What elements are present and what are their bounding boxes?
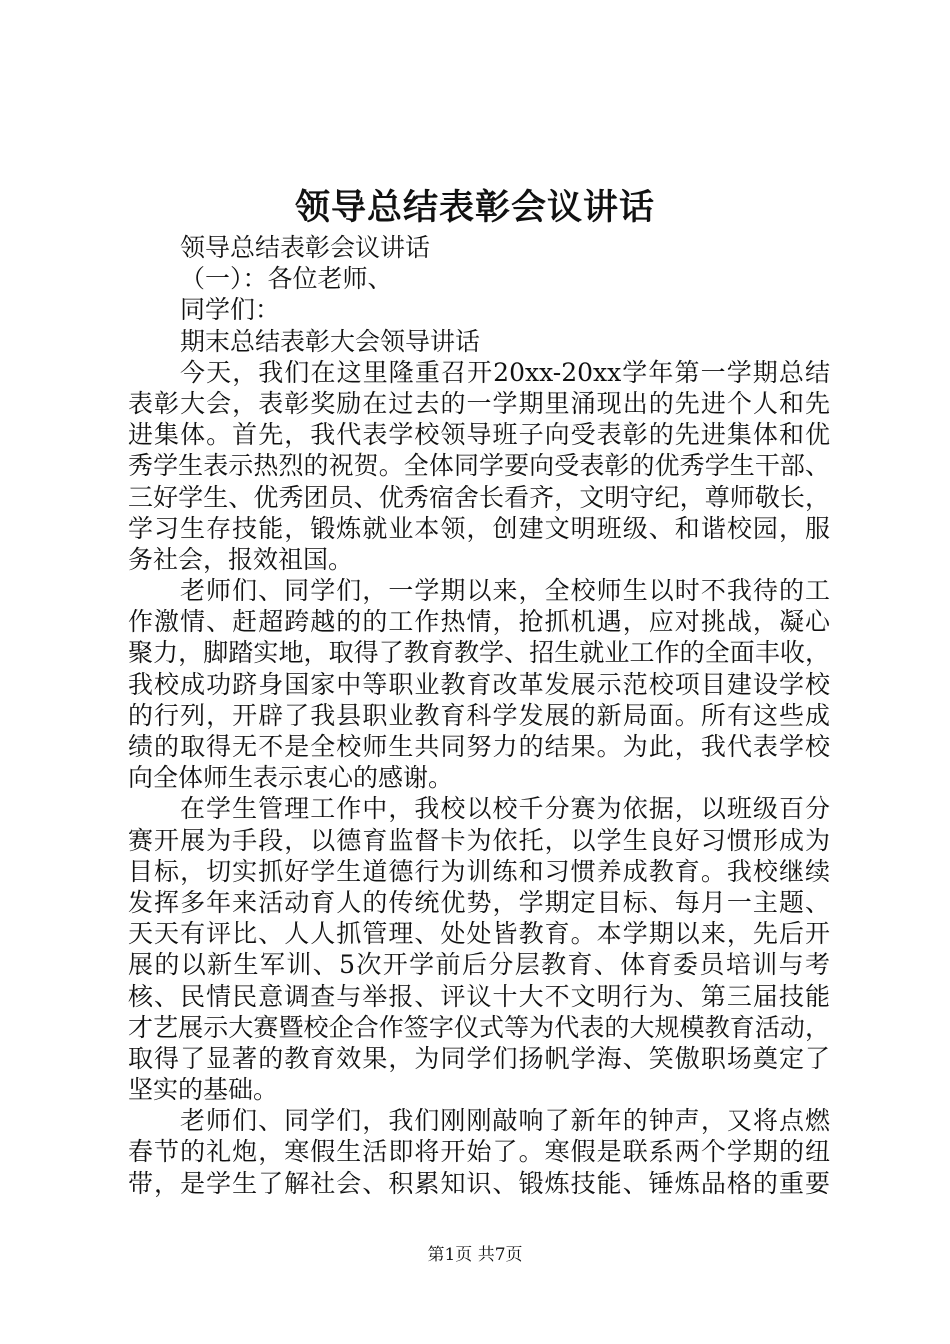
paragraph-line: 作激情、赶超跨越的的工作热情，抢抓机遇，应对挑战，凝心 (128, 607, 830, 637)
paragraph-line: 天天有评比、人人抓管理、处处皆教育。本学期以来，先后开 (128, 919, 830, 949)
paragraph-line: 目标，切实抓好学生道德行为训练和习惯养成教育。我校继续 (128, 856, 830, 886)
text-line: （一）：各位老师、 (180, 264, 393, 294)
document-title: 领导总结表彰会议讲话 (294, 187, 655, 228)
paragraph-line: 带，是学生了解社会、积累知识、锻炼技能、锤炼品格的重要 (128, 1168, 830, 1198)
page-footer: 第1页 共7页 (427, 1245, 523, 1265)
paragraph-line: 学习生存技能，锻炼就业本领，创建文明班级、和谐校园，服 (128, 513, 830, 543)
paragraph-line: 的行列，开辟了我县职业教育科学发展的新局面。所有这些成 (128, 700, 830, 730)
paragraph-line: 务社会，报效祖国。 (128, 544, 354, 574)
paragraph-line: 老师们、同学们，我们刚刚敲响了新年的钟声，又将点燃 (180, 1106, 830, 1136)
paragraph-line: 在学生管理工作中，我校以校千分赛为依据，以班级百分 (180, 794, 830, 824)
subtitle-line: 领导总结表彰会议讲话 (180, 233, 431, 262)
paragraph-line: 才艺展示大赛暨校企合作签字仪式等为代表的大规模教育活动， (128, 1012, 830, 1042)
paragraph-line: 表彰大会，表彰奖励在过去的一学期里涌现出的先进个人和先 (128, 388, 830, 418)
paragraph-line: 秀学生表示热烈的祝贺。全体同学要向受表彰的优秀学生干部、 (128, 451, 830, 481)
paragraph-line: 绩的取得无不是全校师生共同努力的结果。为此，我代表学校 (128, 732, 830, 761)
paragraph-line: 赛开展为手段，以德育监督卡为依托，以学生良好习惯形成为 (128, 825, 830, 855)
paragraph-line: 取得了显著的教育效果，为同学们扬帆学海、笑傲职场奠定了 (128, 1043, 830, 1073)
paragraph-line: 发挥多年来活动育人的传统优势，学期定目标、每月一主题、 (128, 887, 830, 917)
paragraph-line: 坚实的基础。 (128, 1075, 279, 1105)
paragraph-line: 我校成功跻身国家中等职业教育改革发展示范校项目建设学校 (128, 669, 830, 699)
paragraph-line: 核、民情民意调查与举报、评议十大不文明行为、第三届技能 (128, 981, 830, 1011)
paragraph-line: 聚力，脚踏实地，取得了教育教学、招生就业工作的全面丰收， (128, 638, 830, 668)
paragraph-line: 三好学生、优秀团员、优秀宿舍长看齐，文明守纪，尊师敬长， (128, 482, 830, 512)
paragraph-line: 老师们、同学们，一学期以来，全校师生以时不我待的工 (180, 576, 830, 606)
paragraph-line: 春节的礼炮，寒假生活即将开始了。寒假是联系两个学期的纽 (128, 1137, 830, 1167)
text-line: 期末总结表彰大会领导讲话 (180, 326, 481, 356)
paragraph-line: 今天，我们在这里隆重召开20xx-20xx学年第一学期总结 (180, 357, 830, 387)
text-line: 同学们： (180, 295, 281, 325)
paragraph-line: 进集体。首先，我代表学校领导班子向受表彰的先进集体和优 (128, 420, 830, 450)
paragraph-line: 向全体师生表示衷心的感谢。 (128, 763, 454, 793)
paragraph-line: 展的以新生军训、5次开学前后分层教育、体育委员培训与考 (128, 950, 830, 980)
document-body (128, 232, 830, 1199)
